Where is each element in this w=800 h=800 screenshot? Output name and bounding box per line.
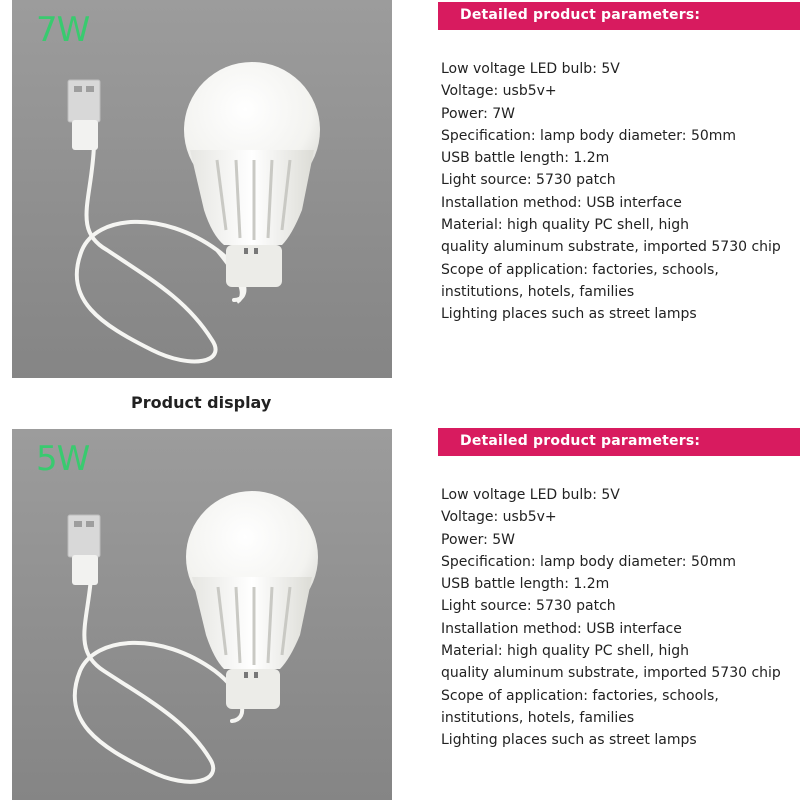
parameter-line: Installation method: USB interface (441, 194, 682, 211)
parameter-line: Power: 7W (441, 105, 515, 122)
parameters-banner (438, 428, 800, 456)
wattage-label: 5W (36, 439, 90, 479)
usb-plug-icon (68, 80, 100, 150)
parameter-line: Installation method: USB interface (441, 620, 682, 637)
parameter-line: Scope of application: factories, schools, (441, 261, 719, 278)
parameter-line: Voltage: usb5v+ (441, 83, 557, 100)
usb-plug-icon (68, 515, 100, 585)
parameters-heading: Detailed product parameters: (460, 7, 701, 23)
product-panel-5w (0, 425, 800, 800)
product-panel-7w (0, 0, 800, 380)
parameter-line: institutions, hotels, families (441, 283, 635, 300)
parameter-line: USB battle length: 1.2m (441, 150, 610, 167)
parameter-line: quality aluminum substrate, imported 5730 chip (441, 239, 781, 256)
parameter-line: Lighting places such as street lamps (441, 732, 697, 749)
parameter-line: quality aluminum substrate, imported 5730 chip (441, 665, 781, 682)
wattage-label: 7W (36, 10, 90, 50)
parameter-line: Specification: lamp body diameter: 50mm (441, 553, 737, 570)
parameter-line: Light source: 5730 patch (441, 172, 616, 189)
parameter-line: Low voltage LED bulb: 5V (441, 487, 620, 503)
parameter-line: Power: 5W (441, 531, 515, 548)
product-photo-7w (12, 0, 392, 378)
parameter-line: Specification: lamp body diameter: 50mm (441, 127, 737, 144)
led-bulb-illustration (12, 0, 392, 378)
parameter-line: Material: high quality PC shell, high (441, 643, 690, 660)
parameter-line: Scope of application: factories, schools, (441, 687, 719, 704)
parameter-line: Voltage: usb5v+ (441, 509, 557, 526)
product-photo-5w (12, 429, 392, 800)
parameter-list (441, 58, 781, 326)
parameter-line: institutions, hotels, families (441, 709, 635, 726)
parameter-line: Lighting places such as street lamps (441, 306, 697, 323)
parameters-banner (438, 2, 800, 30)
parameter-list (441, 484, 781, 752)
parameter-line: USB battle length: 1.2m (441, 576, 610, 593)
parameter-line: Low voltage LED bulb: 5V (441, 61, 620, 77)
section-divider (0, 380, 800, 425)
led-bulb-illustration (12, 429, 392, 800)
parameters-heading: Detailed product parameters: (460, 433, 701, 449)
parameter-line: Light source: 5730 patch (441, 598, 616, 615)
parameter-line: Material: high quality PC shell, high (441, 217, 690, 234)
product-display-heading: Product display (131, 393, 272, 412)
